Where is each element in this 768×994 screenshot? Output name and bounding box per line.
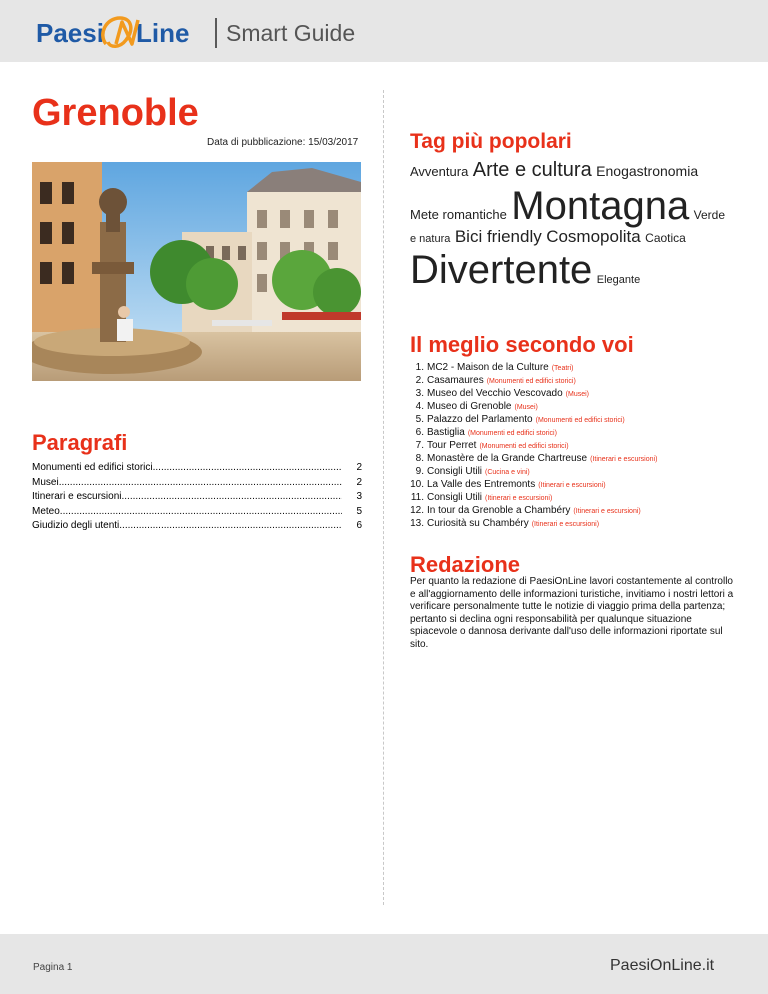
tag-link[interactable]: Elegante <box>596 274 641 286</box>
list-item[interactable] <box>410 440 750 453</box>
item-name: Casamaures <box>427 375 484 386</box>
item-category: (Itinerari e escursioni) <box>485 495 553 502</box>
item-category: (Itinerari e escursioni) <box>573 508 641 515</box>
toc-label: Meteo ..... <box>32 505 342 520</box>
tag-link[interactable]: Caotica <box>645 231 686 245</box>
list-item[interactable] <box>410 453 750 466</box>
tag-link[interactable]: Enogastronomia <box>596 163 699 179</box>
item-category: (Musei) <box>514 404 538 411</box>
toc-label: Musei ..... <box>32 476 342 491</box>
logo-graphic <box>36 14 196 50</box>
toc-page-number: 5 <box>356 505 362 517</box>
item-name: Monastère de la Grande Chartreuse <box>427 453 588 464</box>
item-name: Consigli Utili <box>427 466 483 477</box>
tag-link[interactable]: Arte e cultura <box>472 159 592 181</box>
item-category: (Monumenti ed edifici storici) <box>479 443 569 450</box>
toc-page-number: 3 <box>356 491 362 502</box>
list-item[interactable] <box>410 414 750 427</box>
city-photo-graphic <box>32 162 361 381</box>
item-category: (Itinerari e escursioni) <box>590 456 658 463</box>
paesionline-logo[interactable] <box>36 14 196 50</box>
item-category: (Cucina e vini) <box>485 469 530 476</box>
list-item[interactable] <box>410 401 750 414</box>
item-number: 10. <box>410 479 424 490</box>
page-header <box>0 0 768 62</box>
list-item[interactable] <box>410 518 750 531</box>
best-heading: Il meglio secondo voi <box>410 332 634 357</box>
item-number: 7. <box>415 440 424 451</box>
toc-page-number: 6 <box>356 520 362 531</box>
item-category: (Monumenti ed edifici storici) <box>467 430 557 437</box>
tag-link[interactable]: Avventura <box>410 164 469 179</box>
tag-link[interactable]: Verde <box>693 208 726 222</box>
toc-page-number: 2 <box>356 476 362 488</box>
tag-cloud <box>410 160 740 290</box>
list-item[interactable] <box>410 375 750 388</box>
tag-link[interactable]: e natura <box>410 233 451 245</box>
item-name: La Valle des Entremonts <box>427 479 536 490</box>
item-category: (Itinerari e escursioni) <box>531 521 600 528</box>
toc-row[interactable] <box>32 519 362 534</box>
list-item[interactable] <box>410 492 750 505</box>
item-number: 8. <box>415 453 424 464</box>
toc-row[interactable] <box>32 461 362 476</box>
tag-link[interactable]: Cosmopolita <box>546 227 641 246</box>
toc-row[interactable] <box>32 476 362 491</box>
column-divider <box>383 90 384 905</box>
page-number-label: Pagina 1 <box>33 962 73 973</box>
item-number: 11. <box>410 492 424 503</box>
tag-link[interactable]: Divertente <box>410 248 593 292</box>
list-item[interactable] <box>410 505 750 518</box>
redazione-text: Per quanto la redazione di PaesiOnLine lavori costantemente al controllo e all'aggiornamento delle informazioni turistiche, invitiamo i nostri lettori a verificare personalmente tutte le notizie di viaggio prima della partenza; pertanto si declina ogni responsabilità per qualunque situazione spiacevole o dannosa derivante dall'uso delle informazioni riportate sul sito. <box>410 576 734 650</box>
item-number: 2. <box>415 375 424 386</box>
item-category: (Monumenti ed edifici storici) <box>535 417 625 424</box>
item-name: Tour Perret <box>427 440 477 451</box>
publication-date: Data di pubblicazione: 15/03/2017 <box>207 137 359 148</box>
paragrafi-toc <box>32 461 362 534</box>
paragrafi-heading: Paragrafi <box>32 430 128 455</box>
tag-link[interactable]: Mete romantiche <box>410 207 507 222</box>
redazione-heading: Redazione <box>410 552 521 577</box>
list-item[interactable] <box>410 362 750 375</box>
item-name: Curiosità su Chambéry <box>427 518 529 529</box>
header-separator <box>215 18 217 48</box>
header-subtitle: Smart Guide <box>226 20 356 46</box>
item-number: 6. <box>415 427 424 438</box>
item-number: 5. <box>415 414 424 425</box>
toc-label: Itinerari e escursioni ..... <box>32 490 342 505</box>
toc-row[interactable] <box>32 505 362 520</box>
item-name: Consigli Utili <box>427 492 483 503</box>
toc-label: Monumenti ed edifici storici ..... <box>32 461 342 476</box>
svg-text:Paesi: Paesi <box>36 18 104 48</box>
item-category: (Itinerari e escursioni) <box>538 482 606 489</box>
tags-heading: Tag più popolari <box>410 130 572 153</box>
item-name: Museo di Grenoble <box>427 401 512 412</box>
list-item[interactable] <box>410 427 750 440</box>
item-number: 3. <box>415 388 424 399</box>
item-category: (Musei) <box>565 391 589 398</box>
item-name: Bastiglia <box>427 427 465 438</box>
item-name: In tour da Grenoble a Chambéry <box>427 505 571 516</box>
item-category: (Monumenti ed edifici storici) <box>486 378 576 385</box>
tag-link[interactable]: Bici friendly <box>454 227 542 246</box>
item-name: Palazzo del Parlamento <box>427 414 533 425</box>
list-item[interactable] <box>410 466 750 479</box>
city-photo <box>32 162 361 381</box>
site-link[interactable]: PaesiOnLine.it <box>610 957 715 974</box>
item-name: MC2 - Maison de la Culture <box>427 362 549 373</box>
list-item[interactable] <box>410 388 750 401</box>
toc-label: Giudizio degli utenti ..... <box>32 519 342 534</box>
best-list <box>410 362 750 531</box>
item-number: 12. <box>410 505 424 516</box>
toc-row[interactable] <box>32 490 362 505</box>
item-number: 13. <box>410 518 424 529</box>
item-number: 1. <box>415 362 424 373</box>
item-category: (Teatri) <box>551 365 574 372</box>
item-number: 4. <box>415 401 424 412</box>
svg-text:Line: Line <box>136 18 190 48</box>
city-title: Grenoble <box>32 92 199 134</box>
tag-link[interactable]: Montagna <box>511 184 690 228</box>
item-number: 9. <box>415 466 424 477</box>
item-name: Museo del Vecchio Vescovado <box>427 388 563 399</box>
toc-page-number: 2 <box>356 462 362 473</box>
list-item[interactable] <box>410 479 750 492</box>
